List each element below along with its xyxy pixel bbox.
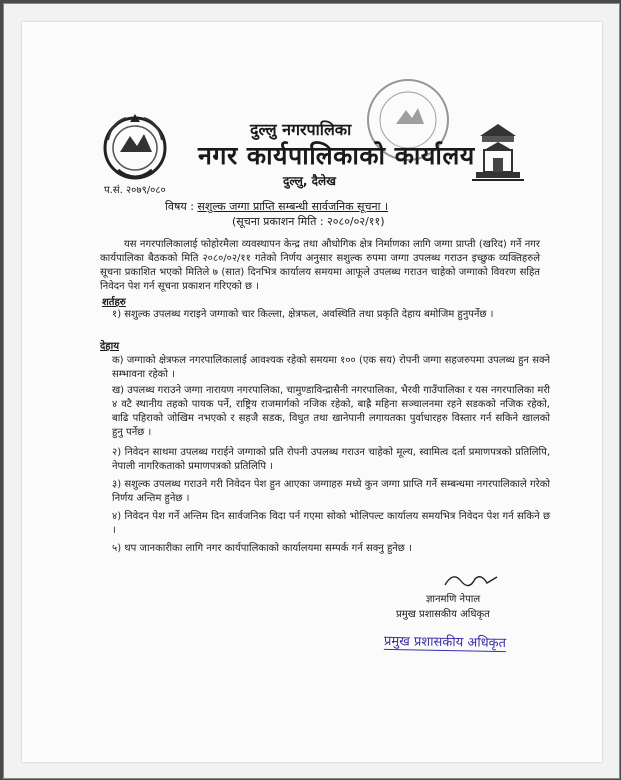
term-item: १) सशुल्क उपलब्ध गराइने जग्गाको चार किल्ला, क्षेत्रफल, अवस्थिति तथा प्रकृति देहाय बमोजिम हुनुपर्नेछ । xyxy=(112,309,494,320)
signature-stamp: प्रमुख प्रशासकीय अधिकृत xyxy=(384,631,506,652)
org-name: दुल्लु नगरपालिका xyxy=(250,120,352,139)
signatory-name: ज्ञानमणि नेपाल xyxy=(426,594,481,605)
nepal-emblem-icon xyxy=(90,100,180,190)
signature-mark xyxy=(441,569,501,591)
reference-number: प.सं. २०७९/०८० xyxy=(104,185,166,196)
detail-item: ख) उपलब्ध गराउने जग्गा नारायण नगरपालिका, चामुण्डाविन्द्रासैनी नगरपालिका, भैरवी गाउँपालिका र यस नगरपालिका मरी ४ वटै स्थानीय तहको पायक पर्ने, राष्ट्रिय राजमार्गको नजिक रहेको, बाह्रै महिना सञ्चालनमा रहने सडकको नजिक रहेको, बाढि पहिराको जोखिम नभएको र सहजै सडक, विधुत तथा खानेपानी लगायतका पुर्वाधारहरु विस्तार गर्न सकिने खालको हुनु पर्नेछ । xyxy=(112,385,551,438)
details-heading: देहाय xyxy=(100,341,120,352)
detail-item: ५) थप जानकारीका लागि नगर कार्यपालिकाको कार्यालयमा सम्पर्क गर्न सक्नु हुनेछ । xyxy=(112,543,412,554)
subject-label: विषय : xyxy=(165,200,194,213)
subject-text: सशुल्क जग्गा प्राप्ति सम्बन्धी सार्वजनिक सूचना । xyxy=(197,200,389,213)
notice-subject xyxy=(165,199,388,214)
terms-heading: शर्तहरु xyxy=(102,297,126,308)
signatory-title: प्रमुख प्रशासकीय अधिकृत xyxy=(396,609,490,620)
notice-intro: यस नगरपालिकालाई फोहोरमैला व्यवस्थापन केन्द्र तथा औधोगिक क्षेत्र निर्माणका लागि जग्गा प्राप्ती (खरिद) गर्ने नगर कार्यपालिका बैठकको मिति २०८०/०२/११ गतेको निर्णय अनुसार सशुल्क रुपमा जग्गा उपलब्ध गराउन इच्छुक व्यक्तिहरुले सूचना प्रकाशित भएको मितिले ७ (सात) दिनभित्र कार्यालय समयमा आफूले उपलब्ध गराउन चाहेको जग्गाको विवरण सहित निवेदन पेश गर्न सूचना प्रकाशन गरिएको छ । xyxy=(100,239,540,292)
detail-item: क) जग्गाको क्षेत्रफल नगरपालिकालाई आवश्यक रहेको समयमा १०० (एक सय) रोपनी जग्गा सहजरुपमा उपलब्ध हुन सक्ने सम्भावना रहेको । xyxy=(112,355,550,380)
publish-date: (सूचना प्रकाशन मिति : २०८०/०२/११) xyxy=(232,215,385,228)
office-place: दुल्लु, दैलेख xyxy=(283,174,336,188)
detail-item: २) निवेदन साथमा उपलब्ध गराईने जग्गाको प्रति रोपनी उपलब्ध गराउन चाहेको मूल्य, स्वामित्व दर्ता प्रमाणपत्रको प्रतिलिपि, नेपाली नागरिकताको प्रमाणपत्रको प्रतिलिपि । xyxy=(112,447,550,472)
detail-item: ४) निवेदन पेश गर्ने अन्तिम दिन सार्वजनिक विदा पर्न गएमा सोको भोलिपल्ट कार्यालय समयभित्र निवेदन पेश गर्न सकिने छ । xyxy=(112,511,550,536)
office-title: नगर कार्यपालिकाको कार्यालय xyxy=(198,141,475,170)
municipality-logo-icon xyxy=(466,120,530,184)
detail-item: ३) सशुल्क उपलब्ध गराउने गरी निवेदन पेश हुन आएका जग्गाहरु मध्ये कुन जग्गा प्राप्ति गर्ने सम्बन्धमा नगरपालिकाले गरेको निर्णय अन्तिम हुनेछ । xyxy=(112,479,550,504)
